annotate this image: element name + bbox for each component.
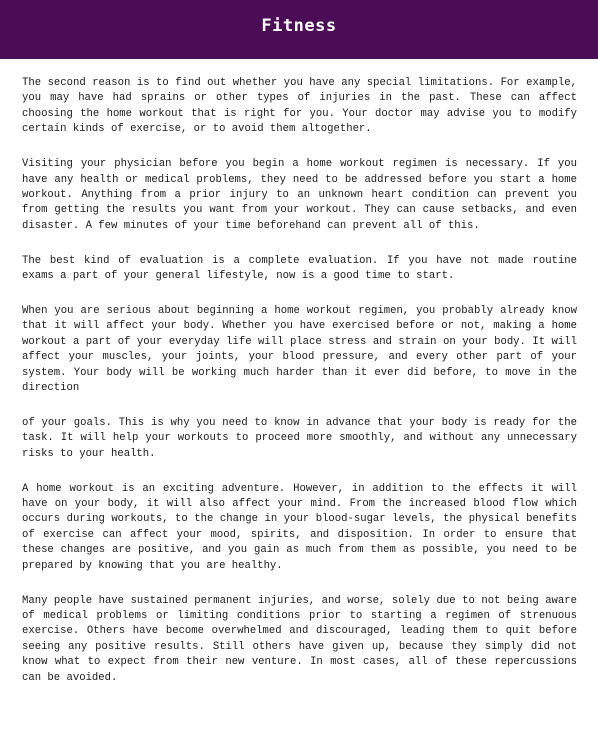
article-body [22,76,577,706]
paragraph-serious-beginning: When you are serious about beginning a home workout regimen, you probably already know that it will affect your body. Whether you have exercised before or not, making a home workout a part of your everyday life will place stress and strain on your body. It will affect your muscles, your joints, your blood pressure, and every other part of your system. Your body will be working much harder than it ever did before, to move in the direction [22,304,577,394]
paragraph-complete-evaluation: The best kind of evaluation is a complete evaluation. If you have not made routine exams a part of your general lifestyle, now is a good time to start. [22,254,577,283]
paragraph-goals: of your goals. This is why you need to know in advance that your body is ready for the task. It will help your workouts to proceed more smoothly, and without any unnecessary risks to your health. [22,416,577,460]
page-header [0,0,598,59]
paragraph-exciting-adventure: A home workout is an exciting adventure. However, in addition to the effects it will have on your body, it will also affect your mind. From the increased blood flow which occurs during workouts, to the change in your blood-sugar levels, the physical benefits of exercise can affect your mood, spirits, and disposition. In order to ensure that these changes are positive, and you gain as much from them as possible, you need to be prepared by knowing that you are healthy. [22,482,577,572]
paragraph-visiting-physician: Visiting your physician before you begin a home workout regimen is necessary. If you have any health or medical problems, they need to be addressed before you start a home workout. Anything from a prior injury to an unknown heart condition can prevent you from getting the results you want from your workout. They can cause setbacks, and even disaster. A few minutes of your time beforehand can prevent all of this. [22,158,577,232]
page-title: Fitness [261,15,337,36]
paragraph-limitations: The second reason is to find out whether you have any special limitations. For example, you may have had sprains or other types of injuries in the past. These can affect choosing the home workout that is right for you. Your doctor may advise you to modify certain kinds of exercise, or to avoid them altogether. [22,77,577,136]
paragraph-permanent-injuries: Many people have sustained permanent injuries, and worse, solely due to not being aware of medical problems or limiting conditions prior to starting a regimen of strenuous exercise. Others have become overwhelmed and discouraged, leading them to quit before seeing any positive results. Still others have given up, because they simply did not know what to expect from their new venture. In most cases, all of these repercussions can be avoided. [22,594,577,684]
